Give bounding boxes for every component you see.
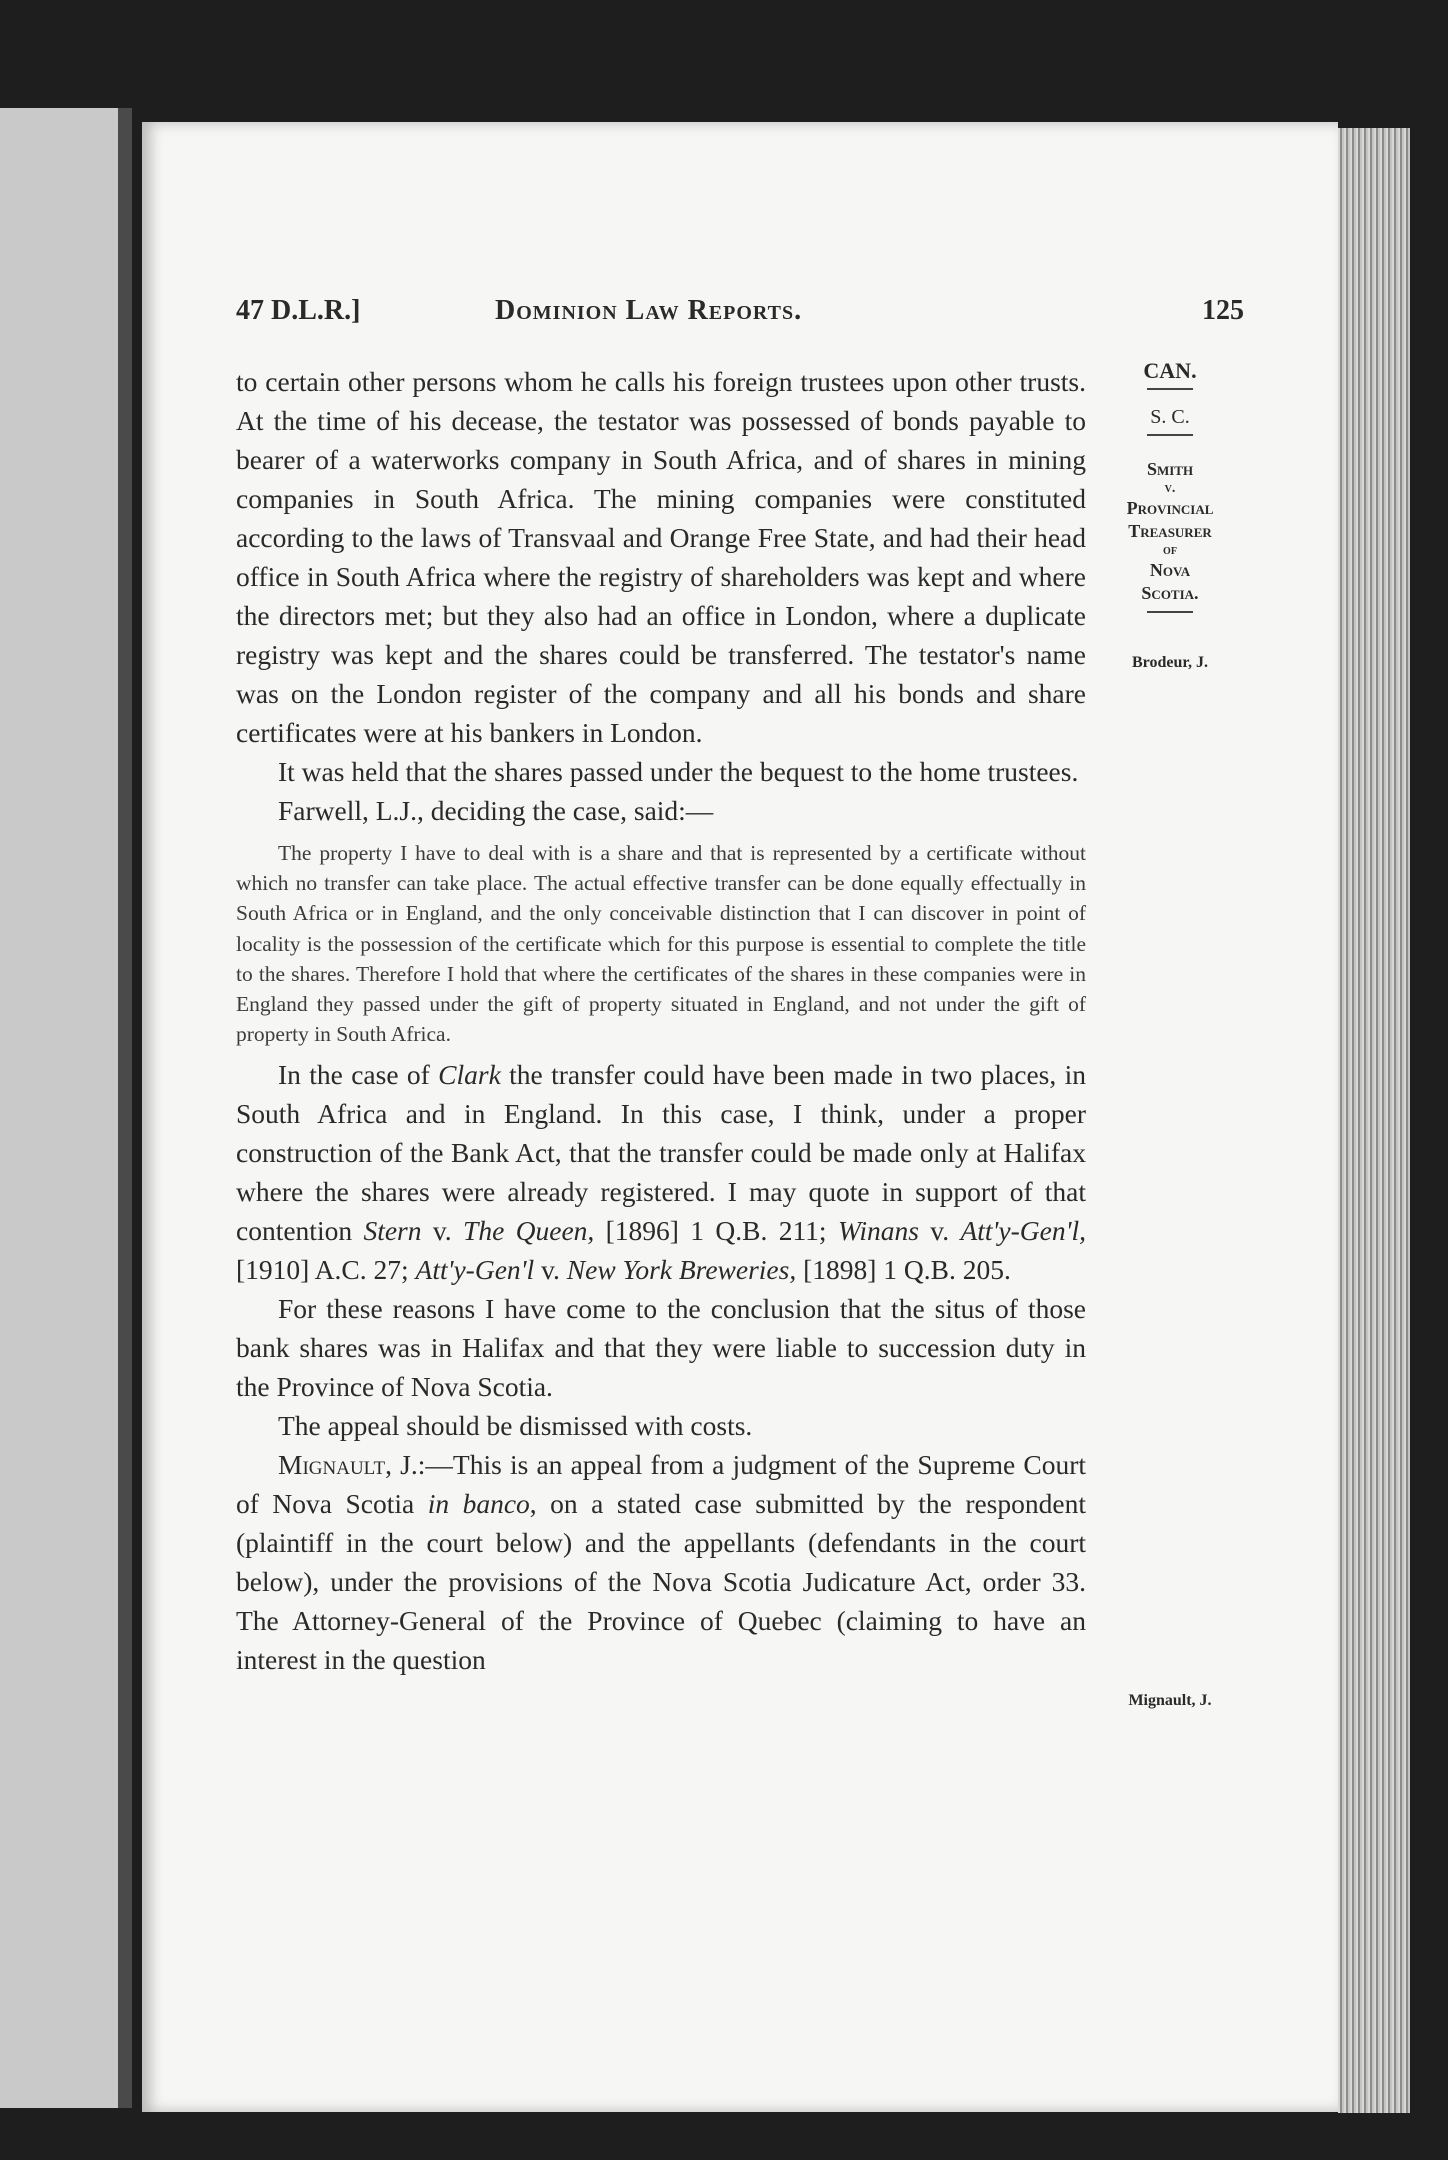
- block-quote: The property I have to deal with is a share and that is represented by a certificate without which no transfer can take place. The actual effective transfer can be done equally effectually in South Africa or in England, and the only conceivable distinction that I can discover in point of locality is the possession of the certificate which for this purpose is essential to complete the title to the shares. Therefore I hold that where the certificates of the shares in these companies were in England they passed under the gift of property situated in England, and not under the gift of property in South Africa.: [236, 841, 1086, 1047]
- text-run: In the case of: [278, 1059, 439, 1091]
- paragraph: [236, 1055, 1086, 1289]
- judge-name: Mignault: [278, 1449, 386, 1481]
- case-citation: Clark: [438, 1059, 501, 1091]
- paragraph: [236, 1445, 1086, 1679]
- text-run: [1910] A.C. 27;: [236, 1254, 416, 1286]
- running-head-title: Dominion Law Reports.: [495, 295, 803, 326]
- case-citation: Att'y-Gen'l: [415, 1254, 535, 1286]
- case-line: of: [1163, 543, 1177, 558]
- case-citation: Winans: [837, 1215, 919, 1247]
- margin-judge-brodeur: Brodeur, J.: [1131, 654, 1208, 671]
- case-citation: Att'y-Gen'l,: [960, 1215, 1087, 1247]
- case-line: Nova: [1149, 560, 1191, 580]
- case-line: Smith: [1146, 459, 1194, 479]
- paragraph: The appeal should be dismissed with costs.: [278, 1410, 753, 1442]
- margin-judge-mignault: Mignault, J.: [1128, 1692, 1212, 1709]
- text-run: [1898] 1 Q.B. 205.: [796, 1254, 1011, 1286]
- margin-rule: [1147, 388, 1193, 390]
- text-run: v.: [534, 1254, 567, 1286]
- court-label: S. C.: [1150, 406, 1190, 428]
- text-run: [1896] 1 Q.B. 211;: [594, 1215, 838, 1247]
- case-citation: New York Breweries,: [566, 1254, 797, 1286]
- facing-page-edge: [0, 108, 132, 2108]
- body-text: [236, 362, 1086, 1679]
- margin-jurisdiction: [1100, 360, 1240, 396]
- case-line: Treasurer: [1128, 521, 1212, 541]
- paragraph: For these reasons I have come to the conclusion that the situs of those bank shares was in Halifax and that they were liable to succession duty in the Province of Nova Scotia.: [236, 1293, 1086, 1403]
- margin-rule: [1147, 611, 1193, 613]
- margin-rule: [1147, 434, 1193, 436]
- case-line: Scotia.: [1141, 583, 1199, 603]
- case-citation: Stern: [363, 1215, 422, 1247]
- page-stack-edge: [1338, 128, 1410, 2113]
- case-citation: The Queen,: [463, 1215, 595, 1247]
- text-run: , on a stated case submitted by the respondent (plaintiff in the court below) and the appellants (defendants in the court below), under the provisions of the Nova Scotia Judicature Act, order 33. The Attorney-General of the Province of Quebec (claiming to have an interest in the question: [236, 1488, 1086, 1676]
- running-head-volume: 47 D.L.R.]: [236, 295, 361, 326]
- text-run: v.: [918, 1215, 961, 1247]
- margin-case-name: [1100, 458, 1240, 619]
- text-run: the transfer could have been made in two places, in South Africa and in England. In this case, I think, under a proper construction of the Bank Act, that the transfer could be made only at Halifax where the shares were already registered. I may quote in support of that contention: [236, 1059, 1086, 1247]
- paragraph: to certain other persons whom he calls his foreign trustees upon other trusts. At the time of his decease, the testator was possessed of bonds payable to bearer of a waterworks company in South Africa, and of shares in mining companies in South Africa. The mining companies were constituted according to the laws of Transvaal and Orange Free State, and had their head office in South Africa where the registry of shareholders was kept and where the directors met; but they also had an office in London, where a duplicate registry was kept and the shares could be transferred. The testator's name was on the London register of the company and all his bonds and share certificates were at his bankers in London.: [236, 366, 1086, 748]
- case-line: v.: [1164, 481, 1176, 496]
- jurisdiction-label: CAN.: [1143, 358, 1197, 383]
- text-run: , J.:—This is an appeal from a judgment of the Supreme Court of Nova Scotia: [236, 1449, 1086, 1520]
- margin-court: [1100, 406, 1240, 442]
- case-line: Provincial: [1126, 498, 1214, 518]
- page-number: 125: [1202, 295, 1244, 326]
- paragraph: It was held that the shares passed under the bequest to the home trustees.: [278, 756, 1079, 787]
- paragraph: Farwell, L.J., deciding the case, said:—: [278, 795, 714, 826]
- latin-term: in banco: [427, 1488, 530, 1520]
- text-run: v.: [421, 1215, 464, 1247]
